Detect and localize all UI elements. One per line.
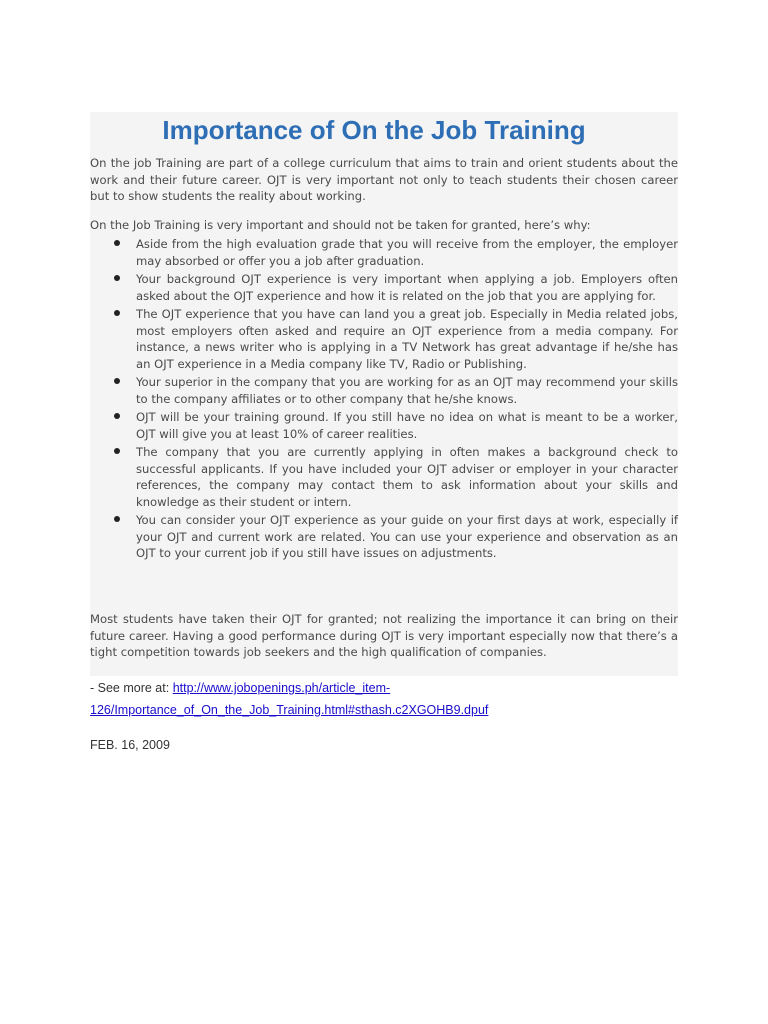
page-title: Importance of On the Job Training (162, 115, 586, 145)
list-item-text: Your superior in the company that you are working for as an OJT may recommend your skills to the company affiliates or to other company that he/she knows. (136, 375, 678, 406)
list-item (90, 271, 678, 304)
conclusion-paragraph: Most students have taken their OJT for granted; not realizing the importance it can bring on their future career. Having a good performance during OJT is very important especially now that there’s a tight competition towards job seekers and the high qualification of companies. (90, 612, 678, 659)
bullet-icon (114, 413, 120, 419)
bullet-icon (114, 378, 120, 384)
list-item (90, 444, 678, 510)
reasons-list (90, 236, 678, 564)
list-item-text: Your background OJT experience is very important when applying a job. Employers often asked about the OJT experience and how it is related on the job that you are applying for. (136, 272, 678, 303)
see-more-prefix: - See more at: (90, 681, 173, 695)
bullet-icon (114, 310, 120, 316)
list-item (90, 374, 678, 407)
source-link[interactable]: http://www.jobopenings.ph/article_item-126/Importance_of_On_the_Job_Training.html#sthash.c2XGOHB9.dpuf (90, 681, 489, 717)
bullet-icon (114, 516, 120, 522)
reasons-lead-paragraph: On the Job Training is very important and should not be taken for granted, here’s why: (90, 218, 591, 232)
see-more-line (90, 677, 678, 721)
list-item (90, 236, 678, 269)
intro-paragraph: On the job Training are part of a college curriculum that aims to train and orient students about the work and their future career. OJT is very important not only to teach students their chosen career but to show students the reality about working. (90, 156, 678, 203)
bullet-icon (114, 240, 120, 246)
bullet-icon (114, 275, 120, 281)
list-item-text: The OJT experience that you have can land you a great job. Especially in Media related jobs, most employers often asked and require an OJT experience from a media company. For instance, a news writer who is applying in a TV Network has great advantage if he/she has an OJT experience in a Media company like TV, Radio or Publishing. (136, 307, 678, 371)
list-item-text: The company that you are currently applying in often makes a background check to successful applicants. If you have included your OJT adviser or employer in your character references, the company may contact them to ask information about your skills and knowledge as their student or intern. (136, 445, 678, 509)
publish-date: FEB. 16, 2009 (90, 738, 170, 752)
list-item-text: You can consider your OJT experience as your guide on your first days at work, especially if your OJT and current work are related. You can use your experience and observation as an OJT to your current job if you still have issues on adjustments. (136, 513, 678, 560)
bullet-icon (114, 448, 120, 454)
list-item (90, 409, 678, 442)
list-item-text: Aside from the high evaluation grade that you will receive from the employer, the employer may absorbed or offer you a job after graduation. (136, 237, 678, 268)
list-item (90, 306, 678, 372)
list-item (90, 512, 678, 562)
list-item-text: OJT will be your training ground. If you still have no idea on what is meant to be a worker, OJT will give you at least 10% of career realities. (136, 410, 678, 441)
